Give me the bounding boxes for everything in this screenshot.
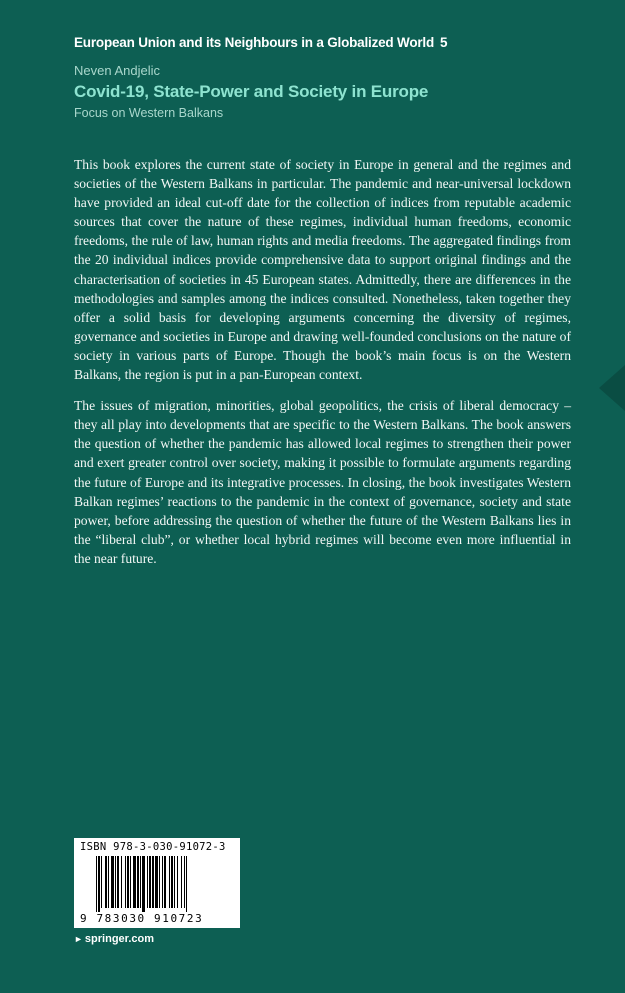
barcode-number: 9 783030 910723 (80, 912, 204, 925)
barcode-bar (186, 856, 187, 912)
barcode-bar (121, 856, 122, 908)
barcode-bar (155, 856, 158, 908)
blurb-paragraph-1: This book explores the current state of society in Europe in general and the regimes and societies of the Western Balkans in particular. The pandemic and near-universal lockdown have provided an ideal cut-off date for the collection of indices from reputable academic sources that cover the nature of these regimes, individual human freedoms, economic freedoms, the rule of law, human rights and media freedoms. The aggregated findings from the 20 individual indices provide comprehensive data to support original findings and the characterisation of societies in 45 European states. Admittedly, there are differences in the methodologies and samples among the indices consulted. Nonetheless, taken together they offer a solid basis for developing arguments concerning the diversity of regimes, governance and societies in Europe and drawing well-founded conclusions on the nature of society in various parts of Europe. Though the book’s main focus is on the Western Balkans, the region is put in a pan-European context. (74, 157, 571, 383)
series-title (74, 35, 594, 50)
barcode-bar (149, 856, 151, 908)
blurb-paragraph-2: The issues of migration, minorities, global geopolitics, the crisis of liberal democracy – they all play into developments that are specific to the Western Balkans. The book answers the question of whether the pandemic has allowed local regimes to strengthen their power and exert greater control over society, making it possible to formulate arguments regarding the future of Europe and its integrative processes. In closing, the book investigates Western Balkan regimes’ reactions to the pandemic in the context of governance, society and state power, before addressing the question of whether the future of the Western Balkans lies in the “liberal club”, or whether local hybrid regimes will become even more influential in the near future. (74, 398, 571, 566)
barcode-bar (162, 856, 163, 908)
isbn-barcode (74, 838, 240, 928)
barcode-bar (98, 856, 100, 912)
publisher-link[interactable] (74, 933, 154, 945)
barcode-bar (140, 856, 141, 908)
barcode-bar (117, 856, 119, 908)
barcode-bar (115, 856, 116, 908)
barcode-bar (152, 856, 154, 908)
barcode-bar (177, 856, 178, 908)
back-cover-blurb (74, 155, 571, 580)
barcode-bar (147, 856, 148, 908)
barcode-bar (174, 856, 175, 908)
barcode-bar (169, 856, 170, 908)
barcode-bar (164, 856, 166, 908)
barcode-bar (142, 856, 145, 912)
book-title: Covid-19, State-Power and Society in Europe (74, 82, 429, 101)
barcode-bar (111, 856, 114, 908)
barcode-bar (125, 856, 126, 908)
barcode-bar (96, 856, 97, 912)
decorative-triangle (599, 365, 625, 411)
barcode-bar (159, 856, 160, 908)
barcode-bar (137, 856, 139, 908)
barcode-bar (130, 856, 131, 908)
author-name: Neven Andjelic (74, 63, 160, 78)
barcode-bar (171, 856, 173, 908)
barcode-bar (127, 856, 129, 908)
barcode-bar (101, 856, 102, 908)
barcode-bar (181, 856, 182, 908)
barcode-bar (184, 856, 185, 908)
barcode-bar (108, 856, 109, 908)
publisher-link-label: springer.com (84, 933, 154, 945)
barcode-bar (133, 856, 136, 908)
barcode-bar (105, 856, 107, 908)
arrow-right-icon: ► (74, 934, 83, 944)
barcode-bars (74, 856, 240, 912)
isbn-text: ISBN 978-3-030-91072-3 (80, 841, 226, 853)
book-subtitle: Focus on Western Balkans (74, 106, 224, 120)
series-number: 5 (440, 35, 448, 50)
series-name: European Union and its Neighbours in a Globalized World (74, 35, 435, 50)
